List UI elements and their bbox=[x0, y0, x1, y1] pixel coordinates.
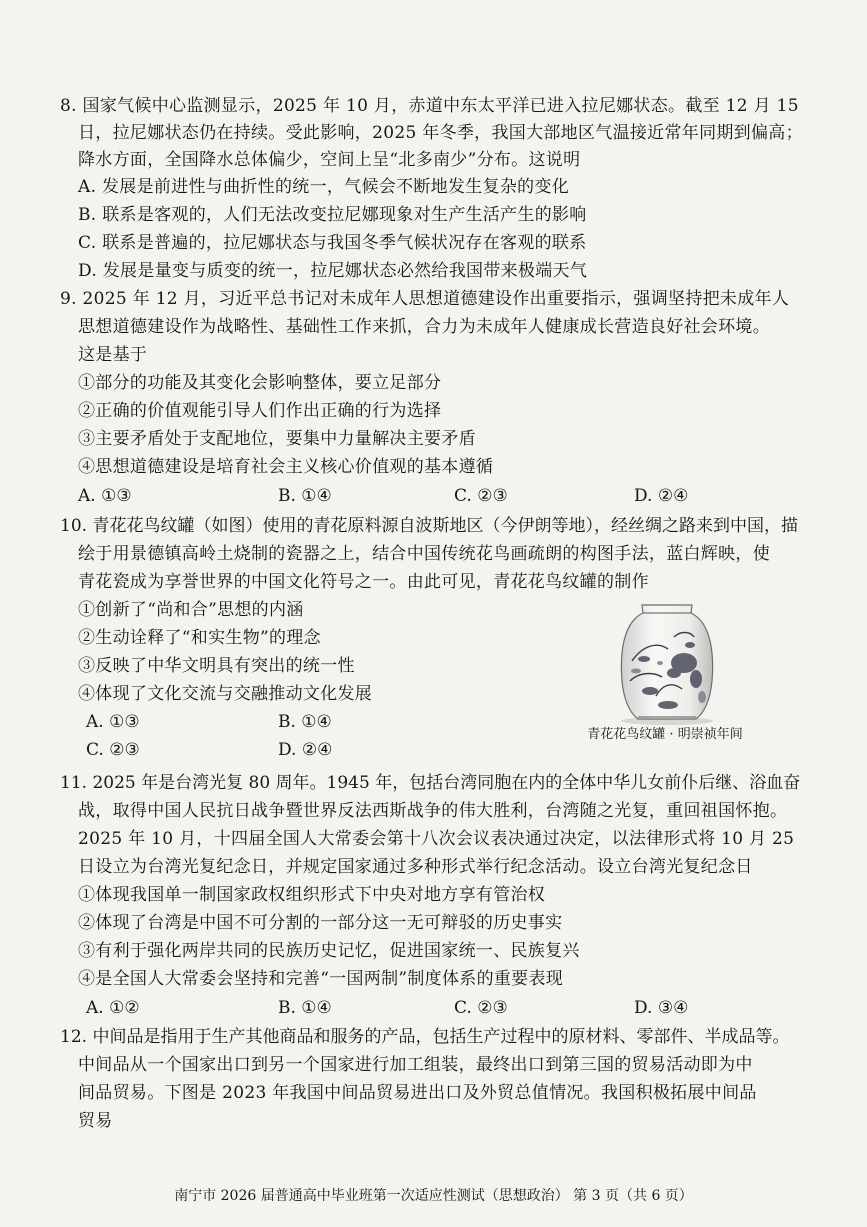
q9-option-d[interactable]: D. ②④ bbox=[634, 486, 689, 506]
q12-stem-line-3: 间品贸易。下图是 2023 年我国中间品贸易进出口及外贸总值情况。我国积极拓展中间品 bbox=[78, 1083, 757, 1103]
q12-stem-line-1: 12. 中间品是指用于生产其他商品和服务的产品，包括生产过程中的原材料、零部件、半成品等。 bbox=[60, 1027, 790, 1047]
q9-statement-4: ④思想道德建设是培育社会主义核心价值观的基本遵循 bbox=[78, 457, 494, 477]
page-footer: 南宁市 2026 届普通高中毕业班第一次适应性测试（思想政治） 第 3 页（共 6 页） bbox=[174, 1188, 693, 1204]
q10-statement-4: ④体现了文化交流与交融推动文化发展 bbox=[78, 684, 373, 704]
q11-stem-line-3: 2025 年 10 月，十四届全国人大常委会第十八次会议表决通过决定，以法律形式将 10 月 25 bbox=[78, 829, 795, 849]
q11-statement-3: ③有利于强化两岸共同的民族历史记忆，促进国家统一、民族复兴 bbox=[78, 941, 580, 961]
q9-options bbox=[78, 483, 798, 509]
q10-stem-line-1: 10. 青花花鸟纹罐（如图）使用的青花原料源自波斯地区（今伊朗等地），经丝绸之路来到中国，描 bbox=[60, 516, 798, 536]
q10-option-b[interactable]: B. ①④ bbox=[278, 712, 332, 732]
q9-statement-2: ②正确的价值观能引导人们作出正确的行为选择 bbox=[78, 401, 442, 421]
q11-option-a[interactable]: A. ①② bbox=[86, 998, 140, 1018]
q10-option-a[interactable]: A. ①③ bbox=[86, 712, 140, 732]
q8-option-a[interactable]: A. 发展是前进性与曲折性的统一，气候会不断地发生复杂的变化 bbox=[78, 177, 570, 197]
q8-stem-line-3: 降水方面，全国降水总体偏少，空间上呈“北多南少”分布。这说明 bbox=[78, 150, 581, 170]
q11-option-c[interactable]: C. ②③ bbox=[454, 998, 508, 1018]
q10-stem-line-2: 绘于用景德镇高岭土烧制的瓷器之上，结合中国传统花鸟画疏朗的构图手法，蓝白辉映，使 bbox=[78, 544, 770, 564]
q12-stem-line-4: 贸易 bbox=[78, 1111, 113, 1131]
vase-caption: 青花花鸟纹罐 · 明崇祯年间 bbox=[587, 727, 743, 742]
q11-stem-line-2: 战，取得中国人民抗日战争暨世界反法西斯战争的伟大胜利，台湾随之光复，重回祖国怀抱。 bbox=[78, 801, 788, 821]
q11-statement-2: ②体现了台湾是中国不可分割的一部分这一无可辩驳的历史事实 bbox=[78, 913, 563, 933]
blue-white-vase-icon bbox=[572, 601, 762, 726]
q11-options bbox=[78, 995, 798, 1021]
q10-statement-1: ①创新了“尚和合”思想的内涵 bbox=[78, 600, 304, 620]
q11-statement-1: ①体现我国单一制国家政权组织形式下中央对地方享有管治权 bbox=[78, 885, 546, 905]
q9-stem-line-1: 9. 2025 年 12 月，习近平总书记对未成年人思想道德建设作出重要指示，强调坚持把未成年人 bbox=[60, 289, 790, 309]
q10-options-row-1 bbox=[78, 709, 478, 735]
q11-stem-line-1: 11. 2025 年是台湾光复 80 周年。1945 年，包括台湾同胞在内的全体中华儿女前仆后继、浴血奋 bbox=[60, 773, 801, 793]
q11-option-d[interactable]: D. ③④ bbox=[634, 998, 689, 1018]
q11-stem-line-4: 日设立为台湾光复纪念日，并规定国家通过多种形式举行纪念活动。设立台湾光复纪念日 bbox=[78, 857, 753, 877]
q10-option-d[interactable]: D. ②④ bbox=[278, 740, 333, 760]
q10-stem-line-3: 青花瓷成为享誉世界的中国文化符号之一。由此可见，青花花鸟纹罐的制作 bbox=[78, 572, 649, 592]
q8-stem-line-1: 8. 国家气候中心监测显示，2025 年 10 月，赤道中东太平洋已进入拉尼娜状态。截至 12 月 15 bbox=[60, 96, 799, 116]
q12-stem-line-2: 中间品从一个国家出口到另一个国家进行加工组装，最终出口到第三国的贸易活动即为中 bbox=[78, 1055, 753, 1075]
q9-option-c[interactable]: C. ②③ bbox=[454, 486, 508, 506]
q9-option-b[interactable]: B. ①④ bbox=[278, 486, 332, 506]
q11-statement-4: ④是全国人大常委会坚持和完善“一国两制”制度体系的重要表现 bbox=[78, 969, 564, 989]
q10-options-row-2 bbox=[78, 737, 478, 763]
q10-option-c[interactable]: C. ②③ bbox=[86, 740, 140, 760]
q8-option-c[interactable]: C. 联系是普遍的，拉尼娜状态与我国冬季气候状况存在客观的联系 bbox=[78, 233, 587, 253]
q9-option-a[interactable]: A. ①③ bbox=[78, 486, 132, 506]
q8-option-b[interactable]: B. 联系是客观的，人们无法改变拉尼娜现象对生产生活产生的影响 bbox=[78, 205, 587, 225]
q11-option-b[interactable]: B. ①④ bbox=[278, 998, 332, 1018]
q8-option-d[interactable]: D. 发展是量变与质变的统一，拉尼娜状态必然给我国带来极端天气 bbox=[78, 261, 588, 281]
q10-statement-3: ③反映了中华文明具有突出的统一性 bbox=[78, 656, 355, 676]
q9-stem-line-3: 这是基于 bbox=[78, 345, 148, 365]
q9-stem-line-2: 思想道德建设作为战略性、基础性工作来抓，合力为未成年人健康成长营造良好社会环境。 bbox=[78, 317, 770, 337]
q8-stem-line-2: 日，拉尼娜状态仍在持续。受此影响，2025 年冬季，我国大部地区气温接近常年同期到偏高； bbox=[78, 123, 803, 143]
q10-statement-2: ②生动诠释了“和实生物”的理念 bbox=[78, 628, 321, 648]
q9-statement-3: ③主要矛盾处于支配地位，要集中力量解决主要矛盾 bbox=[78, 429, 476, 449]
q9-statement-1: ①部分的功能及其变化会影响整体，要立足部分 bbox=[78, 373, 442, 393]
